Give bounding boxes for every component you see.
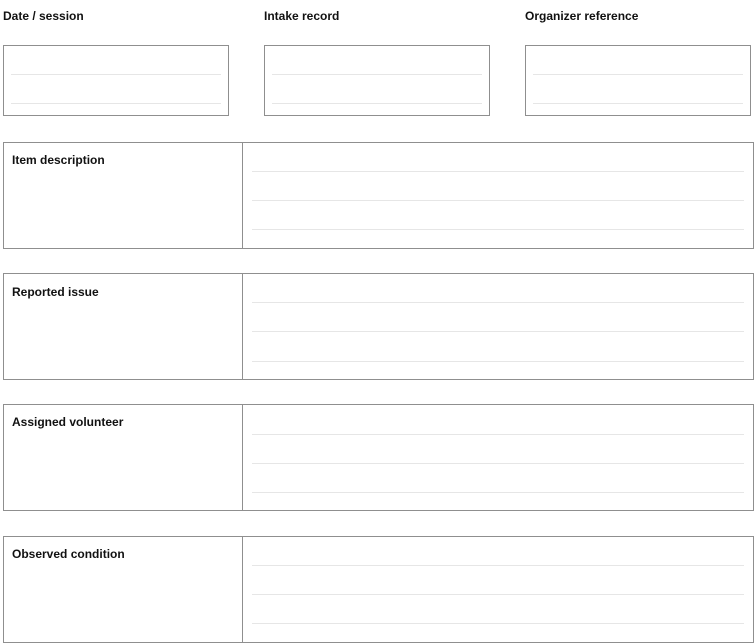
date-session-label: Date / session [3,9,84,23]
assigned-volunteer-section [3,404,754,511]
assigned-volunteer-field[interactable] [243,405,753,510]
section-label-cell [4,405,243,510]
organizer-reference-label: Organizer reference [525,9,639,23]
observed-condition-label: Observed condition [12,547,125,561]
writing-line [11,74,221,75]
organizer-reference-field[interactable] [525,45,751,116]
intake-record-label: Intake record [264,9,340,23]
observed-condition-section [3,536,754,643]
writing-line [11,103,221,104]
reported-issue-label: Reported issue [12,285,99,299]
reported-issue-field[interactable] [243,274,753,379]
writing-line [252,302,744,303]
section-label-cell [4,537,243,642]
assigned-volunteer-label: Assigned volunteer [12,415,124,429]
intake-record-field[interactable] [264,45,490,116]
writing-line [252,229,744,230]
writing-line [252,594,744,595]
writing-line [252,623,744,624]
writing-line [533,103,743,104]
writing-line [272,74,482,75]
observed-condition-field[interactable] [243,537,753,642]
writing-line [252,171,744,172]
writing-line [272,103,482,104]
date-session-field[interactable] [3,45,229,116]
writing-line [252,565,744,566]
writing-line [252,361,744,362]
writing-line [252,492,744,493]
writing-line [252,331,744,332]
writing-line [252,434,744,435]
item-description-field[interactable] [243,143,753,248]
item-description-label: Item description [12,153,105,167]
section-label-cell [4,143,243,248]
item-description-section [3,142,754,249]
writing-line [533,74,743,75]
writing-line [252,200,744,201]
writing-line [252,463,744,464]
reported-issue-section [3,273,754,380]
section-label-cell [4,274,243,379]
